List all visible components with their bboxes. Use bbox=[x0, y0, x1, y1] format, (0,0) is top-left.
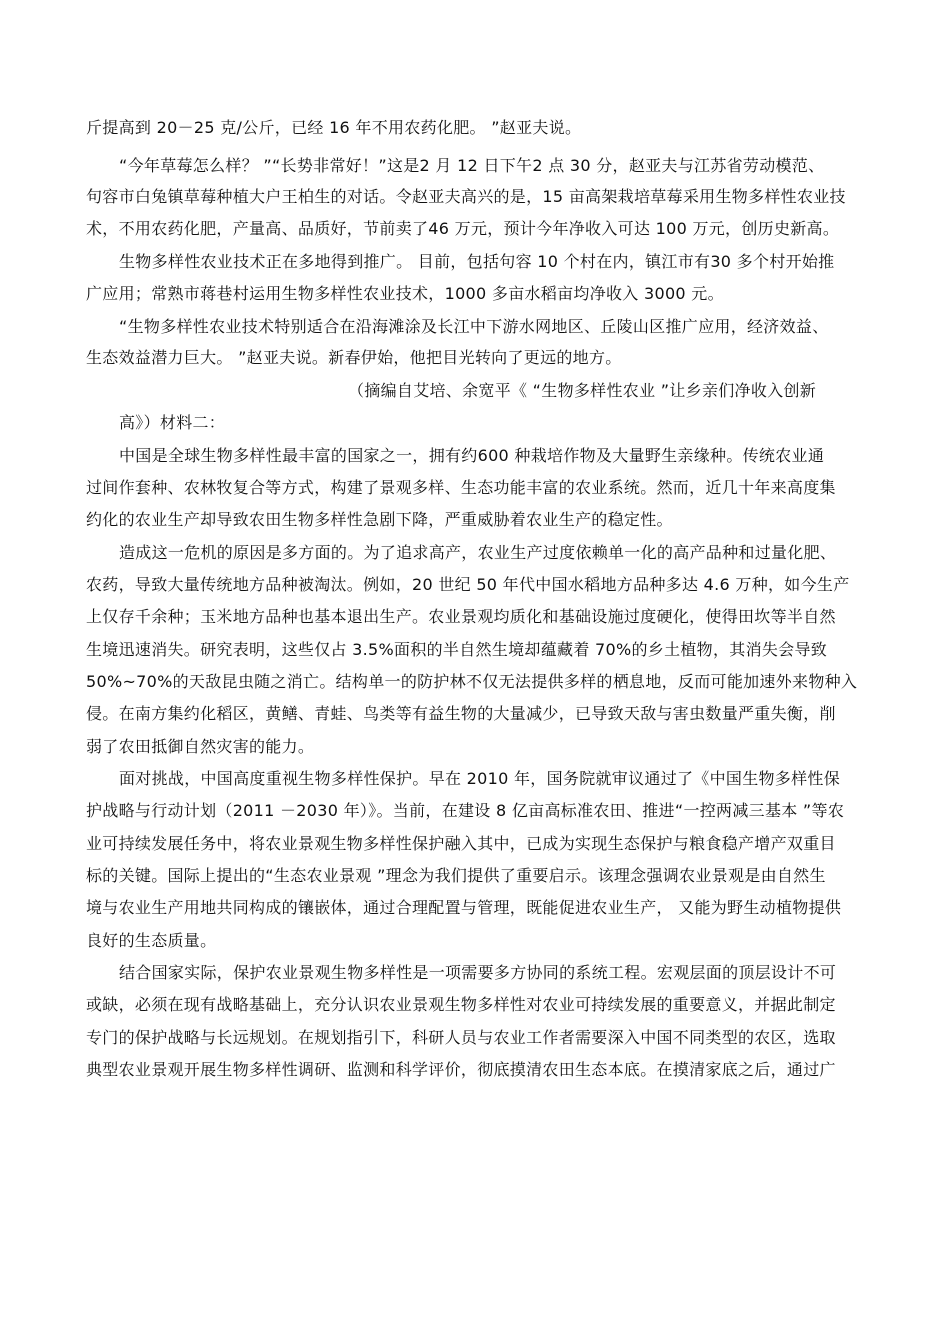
text-line-5: 生物多样性农业技术正在多地得到推广。 目前，包括句容 10 个村在内，镇江市有30 多个村开始推 bbox=[119, 252, 835, 271]
text-line-12: 过间作套种、农林牧复合等方式，构建了景观多样、生态功能丰富的农业系统。然而，近几十年来高度集 bbox=[86, 478, 836, 497]
text-line-11: 中国是全球生物多样性最丰富的国家之一，拥有约600 种栽培作物及大量野生亲缘种。传统农业通 bbox=[119, 446, 825, 465]
text-line-3: 句容市白兔镇草莓种植大户王柏生的对话。令赵亚夫高兴的是，15 亩高架栽培草莓采用生物多样性农业技 bbox=[86, 187, 846, 206]
text-line-27: 结合国家实际，保护农业景观生物多样性是一项需要多方协同的系统工程。宏观层面的顶层设计不可 bbox=[119, 963, 837, 982]
text-line-6: 广应用；常熟市蒋巷村运用生物多样性农业技术，1000 多亩水稻亩均净收入 3000 元。 bbox=[86, 284, 724, 303]
text-line-28: 或缺，必须在现有战略基础上，充分认识农业景观生物多样性对农业可持续发展的重要意义，并据此制定 bbox=[86, 995, 836, 1014]
text-line-22: 护战略与行动计划（2011 －2030 年）》。当前，在建设 8 亿亩高标准农田、推进“一控两减三基本 ”等农 bbox=[86, 801, 845, 820]
text-line-25: 境与农业生产用地共同构成的镶嵌体，通过合理配置与管理，既能促进农业生产， 又能为野生动植物提供 bbox=[86, 898, 842, 917]
text-line-15: 农药，导致大量传统地方品种被淘汰。例如，20 世纪 50 年代中国水稻地方品种多达 4.6 万种，如今生产 bbox=[86, 575, 850, 594]
text-line-14: 造成这一危机的原因是多方面的。为了追求高产，农业生产过度依赖单一化的高产品种和过量化肥、 bbox=[119, 543, 837, 562]
text-line-19: 侵。在南方集约化稻区，黄鳝、青蛙、鸟类等有益生物的大量减少，已导致天敌与害虫数量严重失衡，削 bbox=[86, 704, 836, 723]
text-line-1: 斤提高到 20－25 克/公斤，已经 16 年不用农药化肥。 ”赵亚夫说。 bbox=[86, 118, 582, 137]
text-line-2: “今年草莓怎么样？ ”“长势非常好！”这是2 月 12 日下午2 点 30 分，赵亚夫与江苏省劳动模范、 bbox=[119, 156, 825, 175]
text-line-17: 生境迅速消失。研究表明，这些仅占 3.5%面积的半自然生境却蕴藏着 70%的乡土植物，其消失会导致 bbox=[86, 640, 828, 659]
text-line-18: 50%~70%的天敌昆虫随之消亡。结构单一的防护林不仅无法提供多样的栖息地，反而可能加速外来物种入 bbox=[86, 672, 858, 691]
text-line-30: 典型农业景观开展生物多样性调研、监测和科学评价，彻底摸清农田生态本底。在摸清家底之后，通过广 bbox=[86, 1060, 836, 1079]
text-line-8: 生态效益潜力巨大。 ”赵亚夫说。新春伊始，他把目光转向了更远的地方。 bbox=[86, 348, 622, 367]
text-line-24: 标的关键。国际上提出的“生态农业景观 ”理念为我们提供了重要启示。该理念强调农业景观是由自然生 bbox=[86, 866, 826, 885]
text-line-26: 良好的生态质量。 bbox=[86, 931, 217, 950]
citation-line-2: 高》）材料二： bbox=[119, 413, 226, 432]
text-line-16: 上仅存千余种；玉米地方品种也基本退出生产。农业景观均质化和基础设施过度硬化，使得田坎等半自然 bbox=[86, 607, 836, 626]
text-line-29: 专门的保护战略与长远规划。在规划指引下，科研人员与农业工作者需要深入中国不同类型的农区，选取 bbox=[86, 1028, 836, 1047]
text-line-20: 弱了农田抵御自然灾害的能力。 bbox=[86, 737, 315, 756]
text-line-21: 面对挑战，中国高度重视生物多样性保护。早在 2010 年，国务院就审议通过了《中国生物多样性保 bbox=[119, 769, 840, 788]
text-line-13: 约化的农业生产却导致农田生物多样性急剧下降，严重威胁着农业生产的稳定性。 bbox=[86, 510, 673, 529]
citation-line-1: （摘编自艾培、余宽平《 “生物多样性农业 ”让乡亲们净收入创新 bbox=[348, 381, 817, 400]
text-line-4: 术，不用农药化肥，产量高、品质好，节前卖了46 万元，预计今年净收入可达 100 万元，创历史新高。 bbox=[86, 219, 840, 238]
text-line-7: “生物多样性农业技术特别适合在沿海滩涂及长江中下游水网地区、丘陵山区推广应用，经济效益、 bbox=[119, 317, 829, 336]
text-line-23: 业可持续发展任务中，将农业景观生物多样性保护融入其中，已成为实现生态保护与粮食稳产增产双重目 bbox=[86, 834, 836, 853]
